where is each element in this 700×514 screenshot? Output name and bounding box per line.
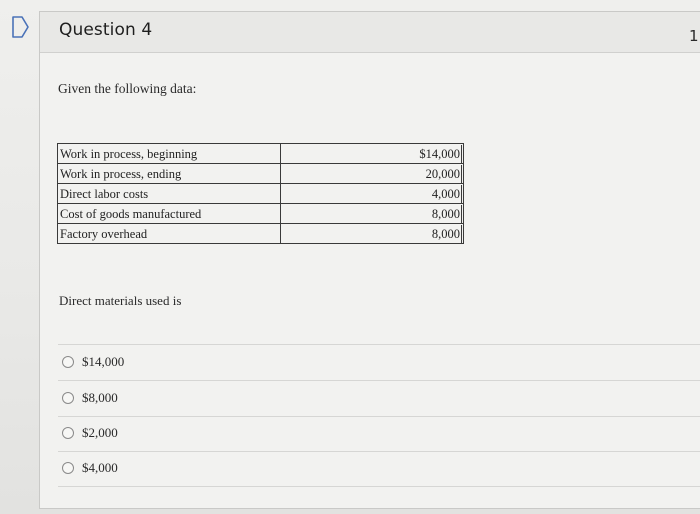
table-row — [58, 204, 464, 224]
radio-button[interactable] — [62, 392, 74, 404]
table-cell-label: Direct labor costs — [58, 184, 281, 204]
radio-button[interactable] — [62, 427, 74, 439]
table-cell-value: 20,000 — [425, 166, 460, 181]
table-cell-value: 8,000 — [431, 226, 460, 241]
table-row — [58, 184, 464, 204]
answer-option-label[interactable]: $2,000 — [82, 425, 118, 440]
question-title: Question 4 — [59, 20, 153, 40]
table-row — [58, 144, 464, 164]
question-prompt: Given the following data: — [58, 81, 197, 96]
radio-button[interactable] — [62, 356, 74, 368]
table-row — [58, 224, 464, 244]
question-points: 1 — [689, 27, 699, 45]
table-cell-label: Cost of goods manufactured — [58, 204, 281, 224]
answer-option[interactable] — [58, 451, 700, 487]
data-table — [57, 143, 464, 244]
radio-button[interactable] — [62, 462, 74, 474]
answer-option-label[interactable]: $4,000 — [82, 460, 118, 475]
answer-option-label[interactable]: $8,000 — [82, 390, 118, 405]
table-cell-value: 4,000 — [431, 186, 460, 201]
table-cell-value: 8,000 — [431, 206, 460, 221]
table-cell-label: Factory overhead — [58, 224, 281, 244]
answer-option-label[interactable]: $14,000 — [82, 354, 125, 369]
table-cell-label: Work in process, beginning — [58, 144, 281, 164]
answer-option[interactable] — [58, 345, 700, 381]
question-stem: Direct materials used is — [59, 293, 182, 308]
answer-option[interactable] — [58, 381, 700, 417]
table-row — [58, 164, 464, 184]
flag-icon[interactable] — [6, 12, 36, 44]
answer-option[interactable] — [58, 416, 700, 452]
table-cell-value: $14,000 — [419, 146, 460, 161]
table-cell-label: Work in process, ending — [58, 164, 281, 184]
question-header — [40, 12, 700, 53]
